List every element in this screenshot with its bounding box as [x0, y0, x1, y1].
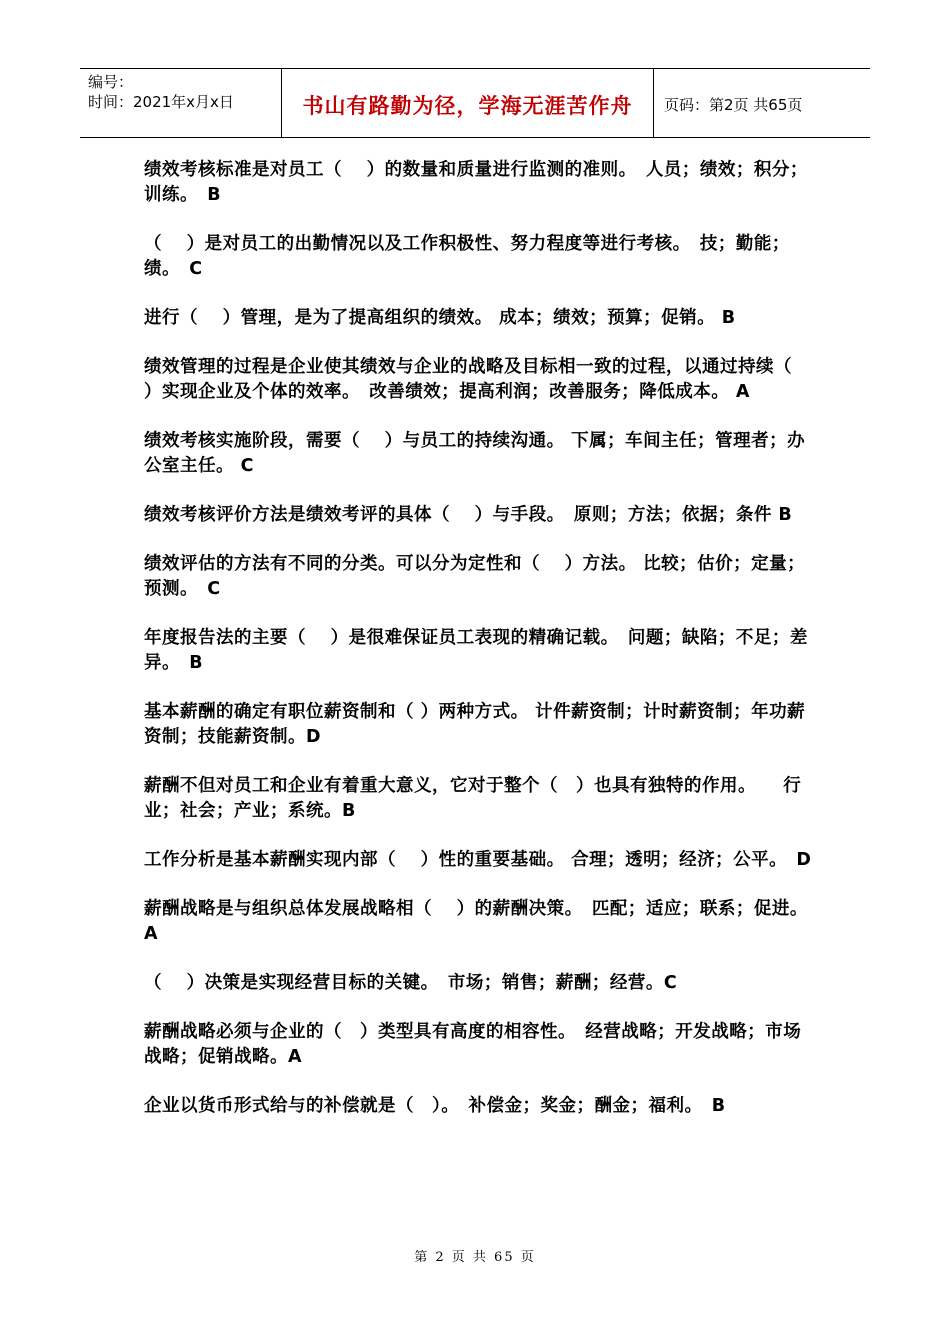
question-item: 进行（ ）管理，是为了提高组织的绩效。 成本；绩效；预算；促销。 B [144, 308, 736, 328]
question-item: 绩效考核评价方法是绩效考评的具体（ ）与手段。 原则；方法；依据；条件 B [144, 505, 793, 525]
question-item: （ ）决策是实现经营目标的关键。 市场；销售；薪酬；经营。C [144, 973, 678, 993]
question-item: 绩效管理的过程是企业使其绩效与企业的战略及目标相一致的过程，以通过持续（ ）实现企业及个体的效率。 改善绩效；提高利润；改善服务；降低成本。 A [144, 357, 828, 402]
question-item: 企业以货币形式给与的补偿就是（ ）。 补偿金；奖金；酬金；福利。 B [144, 1096, 726, 1116]
header-left-cell [80, 69, 282, 137]
question-item: 绩效评估的方法有不同的分类。可以分为定性和（ ）方法。 比较；估价；定量；预测。 C [144, 554, 806, 599]
question-item: 基本薪酬的确定有职位薪资制和（ ）两种方式。 计件薪资制；计时薪资制；年功薪资制；技能薪资制。D [144, 702, 806, 747]
question-list [144, 158, 828, 1143]
question-item: 绩效考核实施阶段，需要（ ）与员工的持续沟通。 下属；车间主任；管理者；办公室主任。 C [144, 431, 806, 476]
header-page-label: 页码：第2页 共65页 [664, 95, 803, 114]
question-item: 薪酬战略必须与企业的（ ）类型具有高度的相容性。 经营战略；开发战略；市场战略；促销战略。A [144, 1022, 802, 1067]
question-item: 绩效考核标准是对员工（ ）的数量和质量进行监测的准则。 人员；绩效；积分；训练。 B [144, 160, 808, 205]
time-label: 时间：2021年x月x日 [88, 93, 234, 111]
page-header [80, 68, 870, 138]
question-item: 工作分析是基本薪酬实现内部（ ）性的重要基础。 合理；透明；经济；公平。 D [144, 850, 812, 870]
question-item: （ ）是对员工的出勤情况以及工作积极性、努力程度等进行考核。 技；勤能；绩。 C [144, 234, 790, 279]
header-motto: 书山有路勤为径，学海无涯苦作舟 [282, 69, 654, 137]
number-label: 编号： [88, 73, 134, 91]
question-item: 薪酬不但对员工和企业有着重大意义，它对于整个（ ）也具有独特的作用。 行业；社会；产业；系统。B [144, 776, 802, 821]
question-item: 薪酬战略是与组织总体发展战略相（ ）的薪酬决策。 匹配；适应；联系；促进。 A [144, 899, 808, 944]
question-item: 年度报告法的主要（ ）是很难保证员工表现的精确记载。 问题；缺陷；不足；差异。 B [144, 628, 808, 673]
page-footer: 第 2 页 共 65 页 [414, 1250, 536, 1265]
